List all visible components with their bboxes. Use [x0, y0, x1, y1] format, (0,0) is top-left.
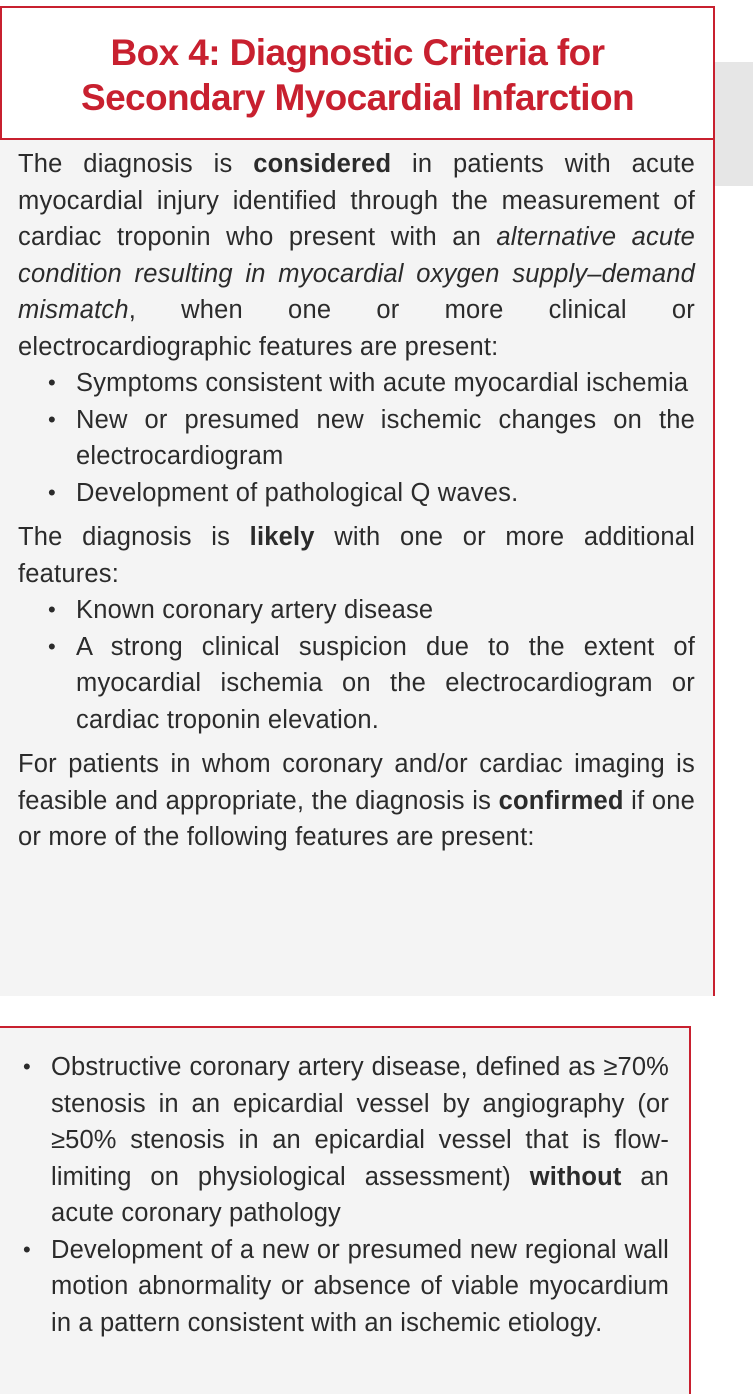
likely-text-1: The diagnosis is: [18, 523, 250, 551]
likely-paragraph: [18, 519, 695, 592]
diagnostic-criteria-box: [0, 6, 715, 996]
confirmed-item-1-emphasis: without: [529, 1162, 622, 1191]
confirmed-item-1-text: Obstructive coronary artery disease, defined as ≥70% stenosis in an epicardial vessel by angiography (or ≥50% stenosis in an epicardial vessel that is flow-limiting on physiological assessment): [51, 1053, 669, 1191]
adjacent-panel-edge: [712, 62, 753, 186]
box-title-line-2: Secondary Myocardial Infarction: [80, 77, 634, 118]
diagnostic-criteria-box-continued: [0, 1026, 691, 1394]
list-item: • New or presumed new ischemic changes on the electrocardiogram: [76, 402, 695, 475]
list-item: • Symptoms consistent with acute myocardial ischemia: [76, 365, 695, 402]
confirmed-features-list: [0, 1049, 689, 1341]
list-item: [51, 1049, 669, 1232]
considered-paragraph: [18, 146, 695, 365]
considered-condition: alternative acute condition resulting in myocardial oxygen supply–demand mismatch: [18, 223, 695, 324]
likely-features-list: [18, 592, 695, 738]
confirmed-paragraph: [18, 746, 695, 856]
box-header: [0, 8, 713, 140]
list-item: • Development of a new or presumed new regional wall motion abnormality or absence of viable myocardium in a pattern consistent with an ischemic etiology.: [51, 1232, 669, 1342]
box-body: [0, 140, 713, 856]
box-body-continued: [0, 1049, 689, 1341]
likely-text-2: with one or more additional features:: [18, 523, 696, 588]
confirmed-text-2: if one or more of the following features are present:: [18, 786, 695, 851]
confirmed-item-1-tail: an acute coronary pathology: [51, 1162, 669, 1227]
list-item: • Development of pathological Q waves.: [76, 475, 695, 512]
considered-features-list: [18, 365, 695, 511]
box-title-line-1: Box 4: Diagnostic Criteria for: [110, 32, 605, 73]
likely-keyword: likely: [249, 523, 315, 551]
list-item: • Known coronary artery disease: [76, 592, 695, 629]
considered-text-2: in patients with acute myocardial injury identified through the measurement of cardiac troponin who present with an: [18, 150, 696, 251]
box-title: [81, 26, 634, 120]
considered-keyword: considered: [253, 150, 392, 178]
considered-text-1: The diagnosis is: [18, 150, 254, 178]
confirmed-text-1: For patients in whom coronary and/or cardiac imaging is feasible and appropriate, the diagnosis is: [18, 750, 695, 815]
considered-text-3: , when one or more clinical or electrocardiographic features are present:: [18, 296, 695, 361]
list-item: • A strong clinical suspicion due to the extent of myocardial ischemia on the electrocardiogram or cardiac troponin elevation.: [76, 629, 695, 739]
confirmed-keyword: confirmed: [498, 786, 624, 815]
